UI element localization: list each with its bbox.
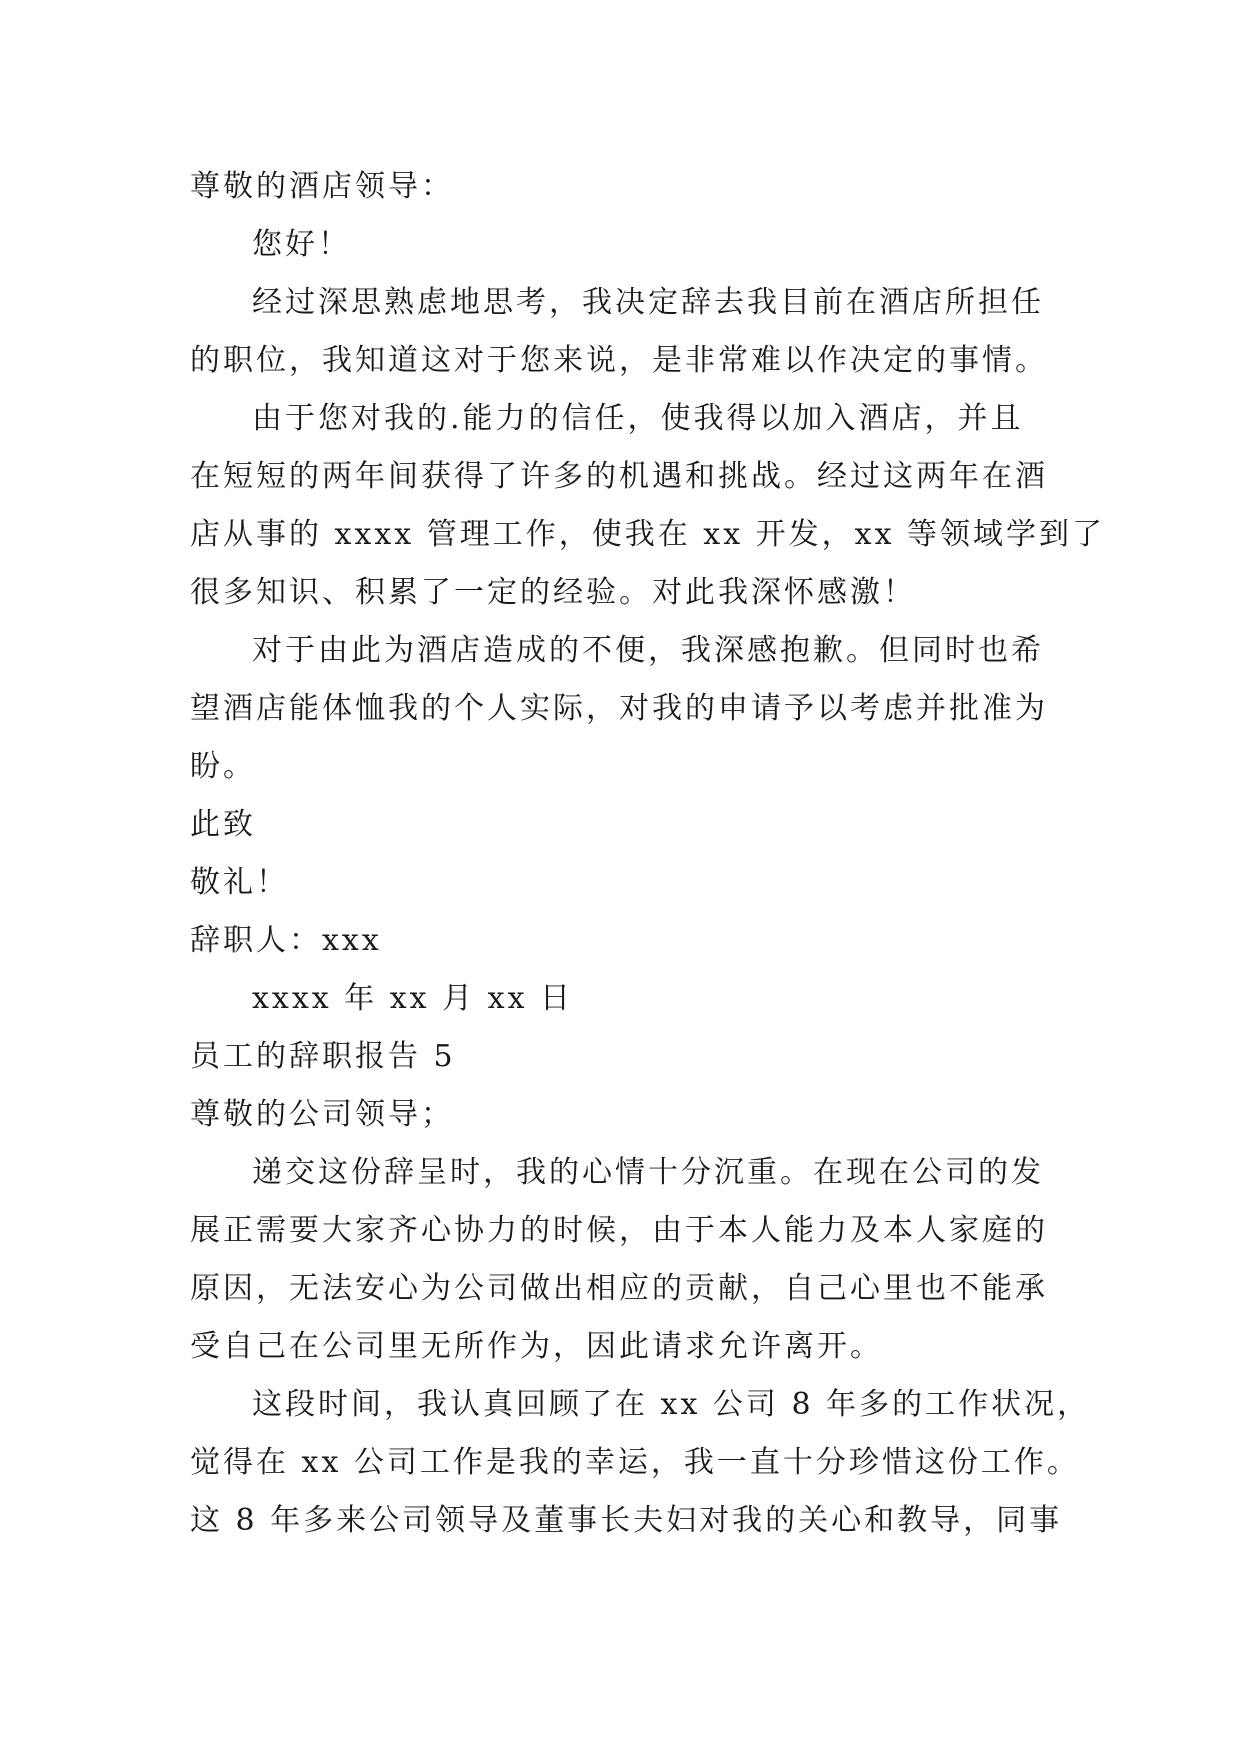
paragraph-line: 望酒店能体恤我的个人实际，对我的申请予以考虑并批准为 [190, 691, 1048, 726]
date-line: xxxx 年 xx 月 xx 日 [252, 981, 574, 1016]
paragraph-line: 受自己在公司里无所作为，因此请求允许离开。 [190, 1329, 883, 1364]
paragraph-line: 这 8 年多来公司领导及董事长夫妇对我的关心和教导，同事 [190, 1503, 1063, 1538]
paragraph-line: 觉得在 xx 公司工作是我的幸运，我一直十分珍惜这份工作。 [190, 1445, 1080, 1480]
paragraph-line: 原因，无法安心为公司做出相应的贡献，自己心里也不能承 [190, 1271, 1048, 1306]
paragraph-line: 经过深思熟虑地思考，我决定辞去我目前在酒店所担任 [252, 285, 1044, 320]
signature-line: 辞职人：xxx [190, 923, 382, 958]
salutation: 尊敬的酒店领导： [190, 169, 454, 204]
greeting: 您好！ [252, 227, 351, 262]
letter-body [190, 158, 1106, 1550]
paragraph-line: 很多知识、积累了一定的经验。对此我深怀感激！ [190, 575, 916, 610]
paragraph-line: 展正需要大家齐心协力的时候，由于本人能力及本人家庭的 [190, 1213, 1048, 1248]
section-title: 员工的辞职报告 5 [190, 1039, 456, 1074]
paragraph-line: 盼。 [190, 749, 256, 784]
paragraph-line: 这段时间，我认真回顾了在 xx 公司 8 年多的工作状况， [252, 1387, 1091, 1422]
paragraph-line: 对于由此为酒店造成的不便，我深感抱歉。但同时也希 [252, 633, 1044, 668]
paragraph-line: 由于您对我的.能力的信任，使我得以加入酒店，并且 [252, 401, 1024, 436]
closing-line: 敬礼！ [190, 865, 289, 900]
paragraph-line: 递交这份辞呈时，我的心情十分沉重。在现在公司的发 [252, 1155, 1044, 1190]
salutation: 尊敬的公司领导； [190, 1097, 454, 1132]
paragraph-line: 的职位，我知道这对于您来说，是非常难以作决定的事情。 [190, 343, 1048, 378]
closing-line: 此致 [190, 807, 256, 842]
paragraph-line: 在短短的两年间获得了许多的机遇和挑战。经过这两年在酒 [190, 459, 1048, 494]
paragraph-line: 店从事的 xxxx 管理工作，使我在 xx 开发，xx 等领域学到了 [190, 517, 1106, 552]
